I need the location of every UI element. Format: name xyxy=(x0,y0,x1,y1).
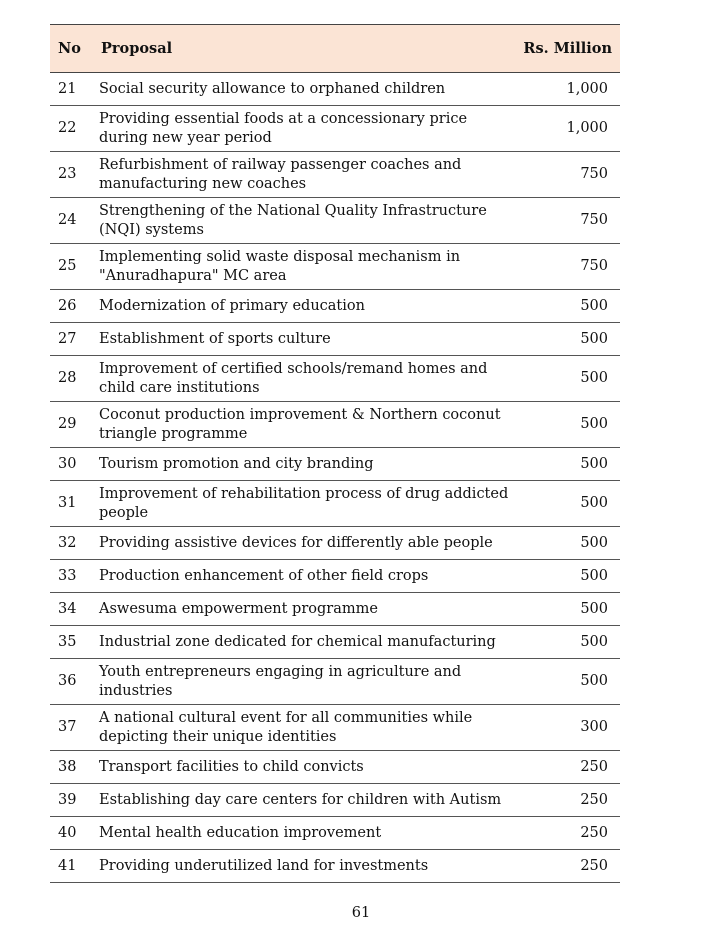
row-number: 21 xyxy=(50,73,93,106)
row-proposal: Refurbishment of railway passenger coaches and manufacturing new coaches xyxy=(93,152,515,198)
table-row xyxy=(50,751,620,784)
row-amount: 500 xyxy=(515,290,620,323)
row-amount: 500 xyxy=(515,593,620,626)
proposals-table xyxy=(50,24,620,883)
row-proposal: Improvement of rehabilitation process of drug addicted people xyxy=(93,481,515,527)
row-number: 32 xyxy=(50,527,93,560)
table-row xyxy=(50,356,620,402)
header-proposal: Proposal xyxy=(93,25,515,73)
row-number: 37 xyxy=(50,705,93,751)
table-row xyxy=(50,784,620,817)
row-number: 24 xyxy=(50,198,93,244)
table-row xyxy=(50,626,620,659)
table-row xyxy=(50,481,620,527)
row-proposal: Providing underutilized land for investments xyxy=(93,850,515,883)
row-amount: 500 xyxy=(515,527,620,560)
row-number: 30 xyxy=(50,448,93,481)
row-amount: 250 xyxy=(515,784,620,817)
table-row xyxy=(50,850,620,883)
row-proposal: Tourism promotion and city branding xyxy=(93,448,515,481)
row-proposal: Social security allowance to orphaned children xyxy=(93,73,515,106)
table-row xyxy=(50,705,620,751)
row-number: 28 xyxy=(50,356,93,402)
table-row xyxy=(50,198,620,244)
row-amount: 500 xyxy=(515,626,620,659)
row-amount: 750 xyxy=(515,152,620,198)
table-row xyxy=(50,106,620,152)
row-number: 31 xyxy=(50,481,93,527)
row-proposal: A national cultural event for all communities while depicting their unique identities xyxy=(93,705,515,751)
header-row xyxy=(50,25,620,73)
row-number: 27 xyxy=(50,323,93,356)
row-amount: 500 xyxy=(515,356,620,402)
row-proposal: Improvement of certified schools/remand homes and child care institutions xyxy=(93,356,515,402)
table-body xyxy=(50,73,620,883)
row-proposal: Modernization of primary education xyxy=(93,290,515,323)
page-number: 61 xyxy=(351,905,371,921)
table-row xyxy=(50,290,620,323)
table-row xyxy=(50,402,620,448)
row-number: 22 xyxy=(50,106,93,152)
row-proposal: Providing assistive devices for differently able people xyxy=(93,527,515,560)
row-proposal: Aswesuma empowerment programme xyxy=(93,593,515,626)
table-header xyxy=(50,25,620,73)
row-number: 39 xyxy=(50,784,93,817)
header-amount: Rs. Million xyxy=(515,25,620,73)
row-amount: 250 xyxy=(515,850,620,883)
row-proposal: Coconut production improvement & Northern coconut triangle programme xyxy=(93,402,515,448)
row-number: 25 xyxy=(50,244,93,290)
row-amount: 500 xyxy=(515,560,620,593)
row-number: 35 xyxy=(50,626,93,659)
table-row xyxy=(50,659,620,705)
row-proposal: Industrial zone dedicated for chemical manufacturing xyxy=(93,626,515,659)
row-proposal: Establishing day care centers for children with Autism xyxy=(93,784,515,817)
row-proposal: Implementing solid waste disposal mechanism in "Anuradhapura" MC area xyxy=(93,244,515,290)
row-number: 40 xyxy=(50,817,93,850)
row-proposal: Transport facilities to child convicts xyxy=(93,751,515,784)
row-amount: 500 xyxy=(515,323,620,356)
table-row xyxy=(50,152,620,198)
row-amount: 300 xyxy=(515,705,620,751)
row-number: 23 xyxy=(50,152,93,198)
row-amount: 500 xyxy=(515,402,620,448)
table-row xyxy=(50,73,620,106)
row-amount: 500 xyxy=(515,448,620,481)
row-proposal: Strengthening of the National Quality Infrastructure (NQI) systems xyxy=(93,198,515,244)
row-proposal: Providing essential foods at a concessionary price during new year period xyxy=(93,106,515,152)
table-row xyxy=(50,593,620,626)
table-row xyxy=(50,323,620,356)
header-no: No xyxy=(50,25,93,73)
row-number: 34 xyxy=(50,593,93,626)
row-amount: 1,000 xyxy=(515,73,620,106)
table-row xyxy=(50,817,620,850)
row-number: 38 xyxy=(50,751,93,784)
row-number: 29 xyxy=(50,402,93,448)
table-row xyxy=(50,448,620,481)
row-amount: 250 xyxy=(515,817,620,850)
row-amount: 250 xyxy=(515,751,620,784)
row-amount: 750 xyxy=(515,198,620,244)
row-number: 26 xyxy=(50,290,93,323)
row-number: 33 xyxy=(50,560,93,593)
row-proposal: Production enhancement of other field crops xyxy=(93,560,515,593)
row-amount: 500 xyxy=(515,659,620,705)
table-row xyxy=(50,560,620,593)
row-proposal: Youth entrepreneurs engaging in agriculture and industries xyxy=(93,659,515,705)
row-amount: 750 xyxy=(515,244,620,290)
row-amount: 1,000 xyxy=(515,106,620,152)
row-proposal: Mental health education improvement xyxy=(93,817,515,850)
row-number: 36 xyxy=(50,659,93,705)
table-row xyxy=(50,244,620,290)
row-proposal: Establishment of sports culture xyxy=(93,323,515,356)
row-amount: 500 xyxy=(515,481,620,527)
row-number: 41 xyxy=(50,850,93,883)
table-row xyxy=(50,527,620,560)
